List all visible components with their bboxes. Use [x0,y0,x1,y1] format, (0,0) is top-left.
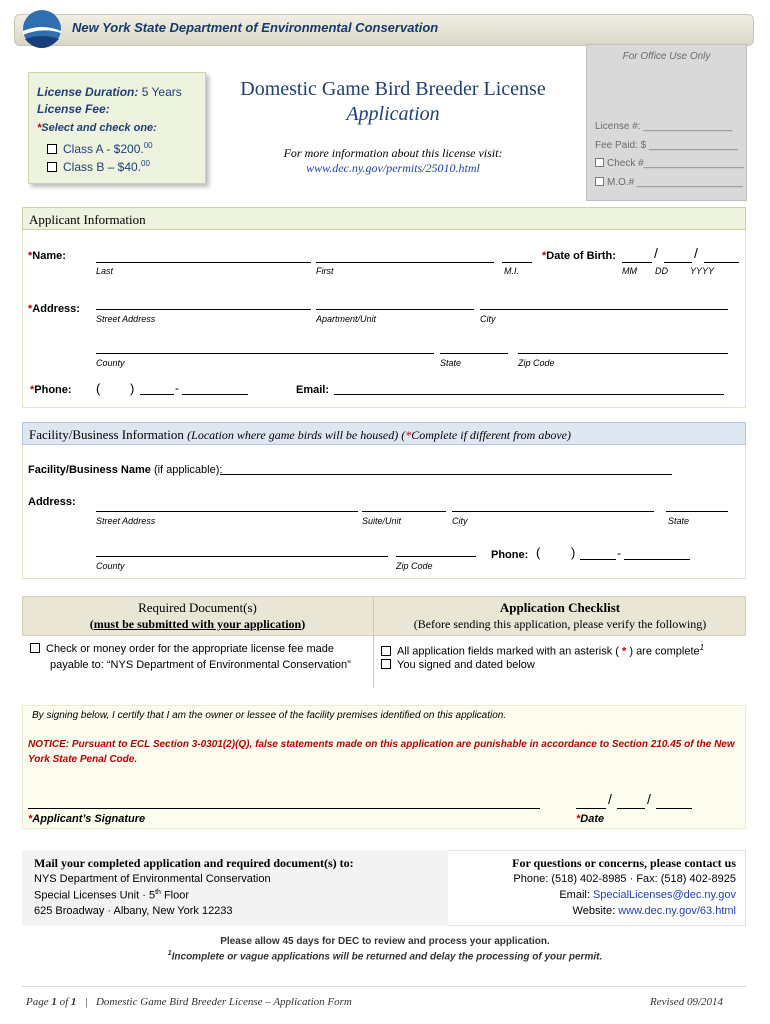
sub-yyyy: YYYY [690,266,715,276]
office-mo-checkbox[interactable] [595,177,604,186]
sub-county: County [96,358,125,368]
select-instruction: Select and check one: [41,122,157,134]
facility-street-input[interactable] [96,500,358,512]
required-star: * [28,303,33,315]
footer-separator: | [84,996,88,1008]
sub-last: Last [96,266,114,276]
incomplete-note: Incomplete or vague applications will be returned and delay the processing of your permit. [171,951,603,963]
phone-label: Phone: [34,384,72,396]
facility-county-input[interactable] [96,545,388,557]
footnote-marker: 1 [167,950,172,957]
office-use-title: For Office Use Only [622,51,711,62]
asterisk-fields-checkbox[interactable] [381,646,391,656]
notice-text: NOTICE: Pursuant to ECL Section 3-0301(2)(Q), false statements made on this application are punishable in accordance to Section 210.45 of the New York State Penal Code. [28,739,735,765]
dob-slash: / [694,245,698,261]
class-b-cents: 00 [141,159,150,168]
page-label: Page [26,996,52,1008]
sub-mm: MM [622,266,637,276]
checklist-heading: Application Checklist [499,600,621,615]
class-b-label: Class B – $40. [63,160,142,174]
office-mo-no: M.O.# ___________________ [607,177,743,188]
sub-dd: DD [655,266,668,276]
dob-year-input[interactable] [704,251,739,263]
required-star: * [576,813,581,825]
facility-phone-line-input[interactable] [624,548,690,560]
contact-phone: Phone: (518) 402-8985 · Fax: (518) 402-8925 [513,873,736,885]
sub-state: State [440,358,462,368]
contact-website-label: Website: [572,905,616,917]
facility-phone-prefix-input[interactable] [580,548,616,560]
phone-line-input[interactable] [182,383,248,395]
signature-input[interactable] [28,797,540,809]
mail-line2: Special Licenses Unit · 5 [34,889,156,902]
mail-line1: NYS Department of Environmental Conservation [34,873,271,885]
contact-heading: For questions or concerns, please contact us [512,856,736,870]
required-star: * [28,813,33,825]
applicant-heading: Applicant Information [29,212,146,227]
office-fee-paid: Fee Paid: $ ________________ [595,140,738,151]
mail-line2b: Floor [160,889,190,902]
footer-divider [22,986,746,987]
class-a-cents: 00 [143,141,153,150]
signature-label: Applicant’s Signature [32,813,146,825]
facility-phone-paren: ( [536,545,541,560]
facility-sub-county: County [96,561,125,571]
facility-name-note: (if applicable): [153,464,223,476]
checklist-item-1: All application fields marked with an asterisk ( [397,645,619,658]
street-address-input[interactable] [96,298,311,310]
required-docs-subheading: must be submitted with your application [93,617,302,631]
mail-line3: 625 Broadway · Albany, New York 12233 [34,905,233,917]
footer-revised: Revised 09/2014 [649,996,723,1008]
contact-website-link[interactable]: www.dec.ny.gov/63.html [618,905,736,917]
processing-note: Please allow 45 days for DEC to review and process your application. [220,936,550,947]
header-title: New York State Department of Environmental Conservation [72,20,439,35]
facility-note: (Location where game birds will be housed) ( [187,428,406,442]
zip-input[interactable] [518,342,728,354]
sign-date-month-input[interactable] [576,797,606,809]
county-input[interactable] [96,342,434,354]
checklist-subheading: (Before sending this application, please verify the following) [413,617,707,631]
payment-item-line2: payable to: “NYS Department of Environmental Conservation” [50,659,351,671]
facility-state-input[interactable] [666,500,728,512]
checklist-item-2: You signed and dated below [397,659,535,671]
facility-name-input[interactable] [220,463,672,475]
required-star: * [622,645,627,658]
license-fee-label: License Fee: [37,102,110,116]
date-label: Date [580,813,605,825]
city-input[interactable] [480,298,728,310]
mi-input[interactable] [502,251,532,263]
facility-heading: Facility/Business Information [29,427,184,442]
form-title: Domestic Game Bird Breeder License [240,78,546,100]
facility-suite-input[interactable] [362,500,446,512]
required-star: * [30,384,35,396]
certification-panel [22,705,746,829]
certification-statement: By signing below, I certify that I am the owner or lessee of the facility premises identified on this application. [32,710,507,721]
facility-section-bar [22,422,746,445]
dec-logo-icon [20,9,64,49]
phone-dash: - [175,381,179,395]
required-star: * [542,250,547,262]
sub-mi: M.I. [504,266,519,276]
class-b-checkbox[interactable] [47,162,57,172]
applicant-section-bar [22,207,746,230]
footer-form-name: Domestic Game Bird Breeder License – Application Form [95,996,352,1008]
required-star: * [28,250,33,262]
contact-email-link[interactable]: SpecialLicenses@dec.ny.gov [592,889,736,901]
license-duration-label: License Duration: [37,85,139,99]
checklist-item-1b: ) are complete [629,645,700,658]
apartment-input[interactable] [316,298,474,310]
facility-sub-state: State [668,516,690,526]
facility-name-label: Facility/Business Name [28,464,151,476]
phone-dash: - [617,546,621,560]
phone-prefix-input[interactable] [140,383,174,395]
class-a-label: Class A - $200. [63,142,144,156]
info-link[interactable]: www.dec.ny.gov/permits/25010.html [306,161,480,175]
phone-paren: ( [96,381,101,396]
sign-date-year-input[interactable] [656,797,692,809]
date-slash: / [647,791,651,807]
office-use-box [586,44,747,201]
facility-address-label: Address: [28,496,76,508]
address-label: Address: [32,303,80,315]
sub-first: First [316,266,334,276]
facility-city-input[interactable] [452,500,654,512]
license-duration-value: 5 Years [141,85,182,99]
facility-sub-suite: Suite/Unit [362,516,402,526]
facility-zip-input[interactable] [396,545,476,557]
info-text: For more information about this license visit: [283,146,503,160]
sub-city: City [480,314,496,324]
name-label: Name: [32,250,66,262]
page-of: of [56,996,71,1008]
facility-sub-city: City [452,516,468,526]
facility-note-2: Complete if different from above) [411,428,571,442]
phone-paren: ) [130,381,135,396]
sub-apt: Apartment/Unit [316,314,377,324]
payment-checkbox[interactable] [30,643,40,653]
page-number: 1 [51,996,57,1008]
first-name-input[interactable] [316,251,494,263]
sub-street: Street Address [96,314,156,324]
page-total: 1 [70,996,77,1008]
sign-date-day-input[interactable] [617,797,645,809]
last-name-input[interactable] [96,251,311,263]
email-label: Email: [296,384,330,396]
state-input[interactable] [440,342,508,354]
form-subtitle: Application [346,103,440,125]
payment-item-line1: Check or money order for the appropriate license fee made [46,643,334,655]
facility-sub-street: Street Address [96,516,156,526]
dob-slash: / [654,245,658,261]
class-a-checkbox[interactable] [47,144,57,154]
facility-phone-paren: ) [571,545,576,560]
email-input[interactable] [334,383,724,395]
footnote-ref: 1 [699,643,705,652]
contact-email-label: Email: [559,889,590,901]
dob-label: Date of Birth: [546,250,616,262]
office-license-no: License #: ________________ [595,121,733,132]
signed-dated-checkbox[interactable] [381,659,391,669]
date-slash: / [608,791,612,807]
mail-heading: Mail your completed application and required document(s) to: [34,856,354,870]
required-star: * [405,428,412,442]
required-star: * [37,122,42,134]
license-info-box [28,72,206,184]
facility-sub-zip: Zip Code [396,561,433,571]
office-check-no: Check #__________________ [607,158,744,169]
office-check-checkbox[interactable] [595,158,604,167]
sub-zip: Zip Code [518,358,555,368]
facility-phone-label: Phone: [491,549,529,561]
dob-month-input[interactable] [622,251,652,263]
required-docs-heading: Required Document(s) [138,600,257,615]
mail-line2-sup: th [155,889,161,896]
dob-day-input[interactable] [664,251,692,263]
